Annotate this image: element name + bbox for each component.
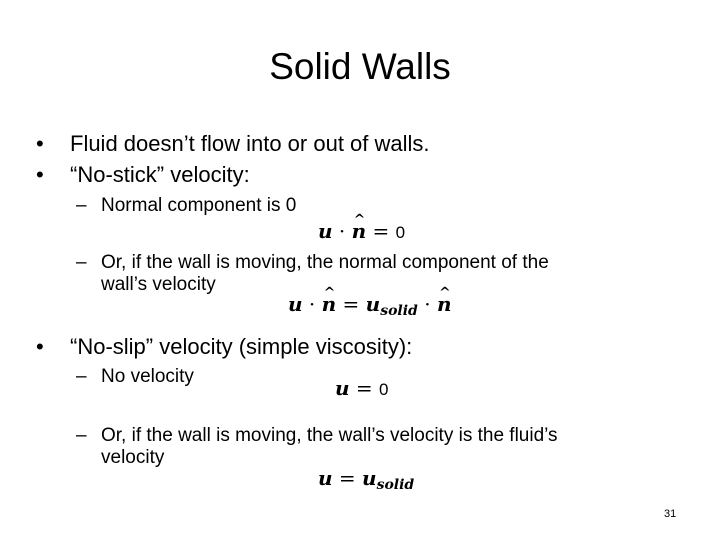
bullet-no-slip	[36, 334, 412, 360]
slide-title: Solid Walls	[269, 46, 451, 87]
sub-item-no-velocity	[76, 366, 194, 388]
eq-n-hat: ^ n	[322, 292, 337, 316]
eq-u-solid: u	[365, 292, 381, 316]
bullet-text: Fluid doesn’t flow into or out of walls.	[70, 131, 430, 156]
eq-n-hat: ^ n	[352, 219, 367, 243]
eq-n-hat: ^ n	[437, 292, 452, 316]
eq-dot: ·	[424, 292, 431, 316]
eq-u: u	[335, 376, 350, 400]
bullet-text: “No-stick” velocity:	[70, 162, 250, 187]
sub-item-text: Normal component is 0	[101, 195, 297, 216]
eq-u: u	[318, 219, 333, 243]
sub-item-moving-velocity	[76, 425, 558, 469]
sub-item-text: Or, if the wall is moving, the normal component of the	[101, 252, 549, 273]
dash-glyph: –	[76, 366, 87, 387]
dash-glyph: –	[76, 195, 87, 216]
sub-item-moving-normal	[76, 252, 549, 296]
sub-item-normal-component	[76, 195, 296, 217]
page-number: 31	[664, 508, 677, 520]
bullet-no-stick	[36, 162, 250, 188]
eq-zero: 0	[379, 380, 389, 399]
eq-solid-subscript: solid	[376, 477, 415, 493]
eq-solid-subscript: solid	[380, 303, 418, 319]
eq-dot: ·	[308, 292, 316, 316]
dash-glyph: –	[76, 252, 87, 273]
bullet-glyph: •	[36, 162, 44, 187]
bullet-text: “No-slip” velocity (simple viscosity):	[70, 334, 413, 359]
eq-u: u	[288, 292, 303, 316]
equation-normal-zero	[318, 219, 405, 245]
sub-item-text: No velocity	[101, 366, 194, 387]
eq-u: u	[318, 466, 333, 490]
dash-glyph: –	[76, 425, 87, 446]
sub-item-text-continued: wall’s velocity	[101, 274, 216, 295]
eq-zero: 0	[395, 223, 406, 242]
equation-velocity-moving	[318, 466, 414, 497]
eq-equals: =	[372, 219, 390, 243]
equation-normal-moving	[288, 292, 451, 323]
bullet-glyph: •	[36, 334, 44, 359]
eq-equals: =	[355, 376, 373, 400]
bullet-glyph: •	[36, 131, 44, 156]
eq-dot: ·	[338, 219, 346, 243]
eq-equals: =	[338, 466, 356, 490]
sub-item-text-continued: velocity	[101, 447, 165, 468]
eq-equals: =	[342, 292, 360, 316]
bullet-fluid-walls	[36, 131, 430, 157]
sub-item-text: Or, if the wall is moving, the wall’s velocity is the fluid’s	[101, 425, 558, 446]
eq-u-solid: u	[362, 466, 377, 490]
equation-velocity-zero	[335, 376, 389, 402]
